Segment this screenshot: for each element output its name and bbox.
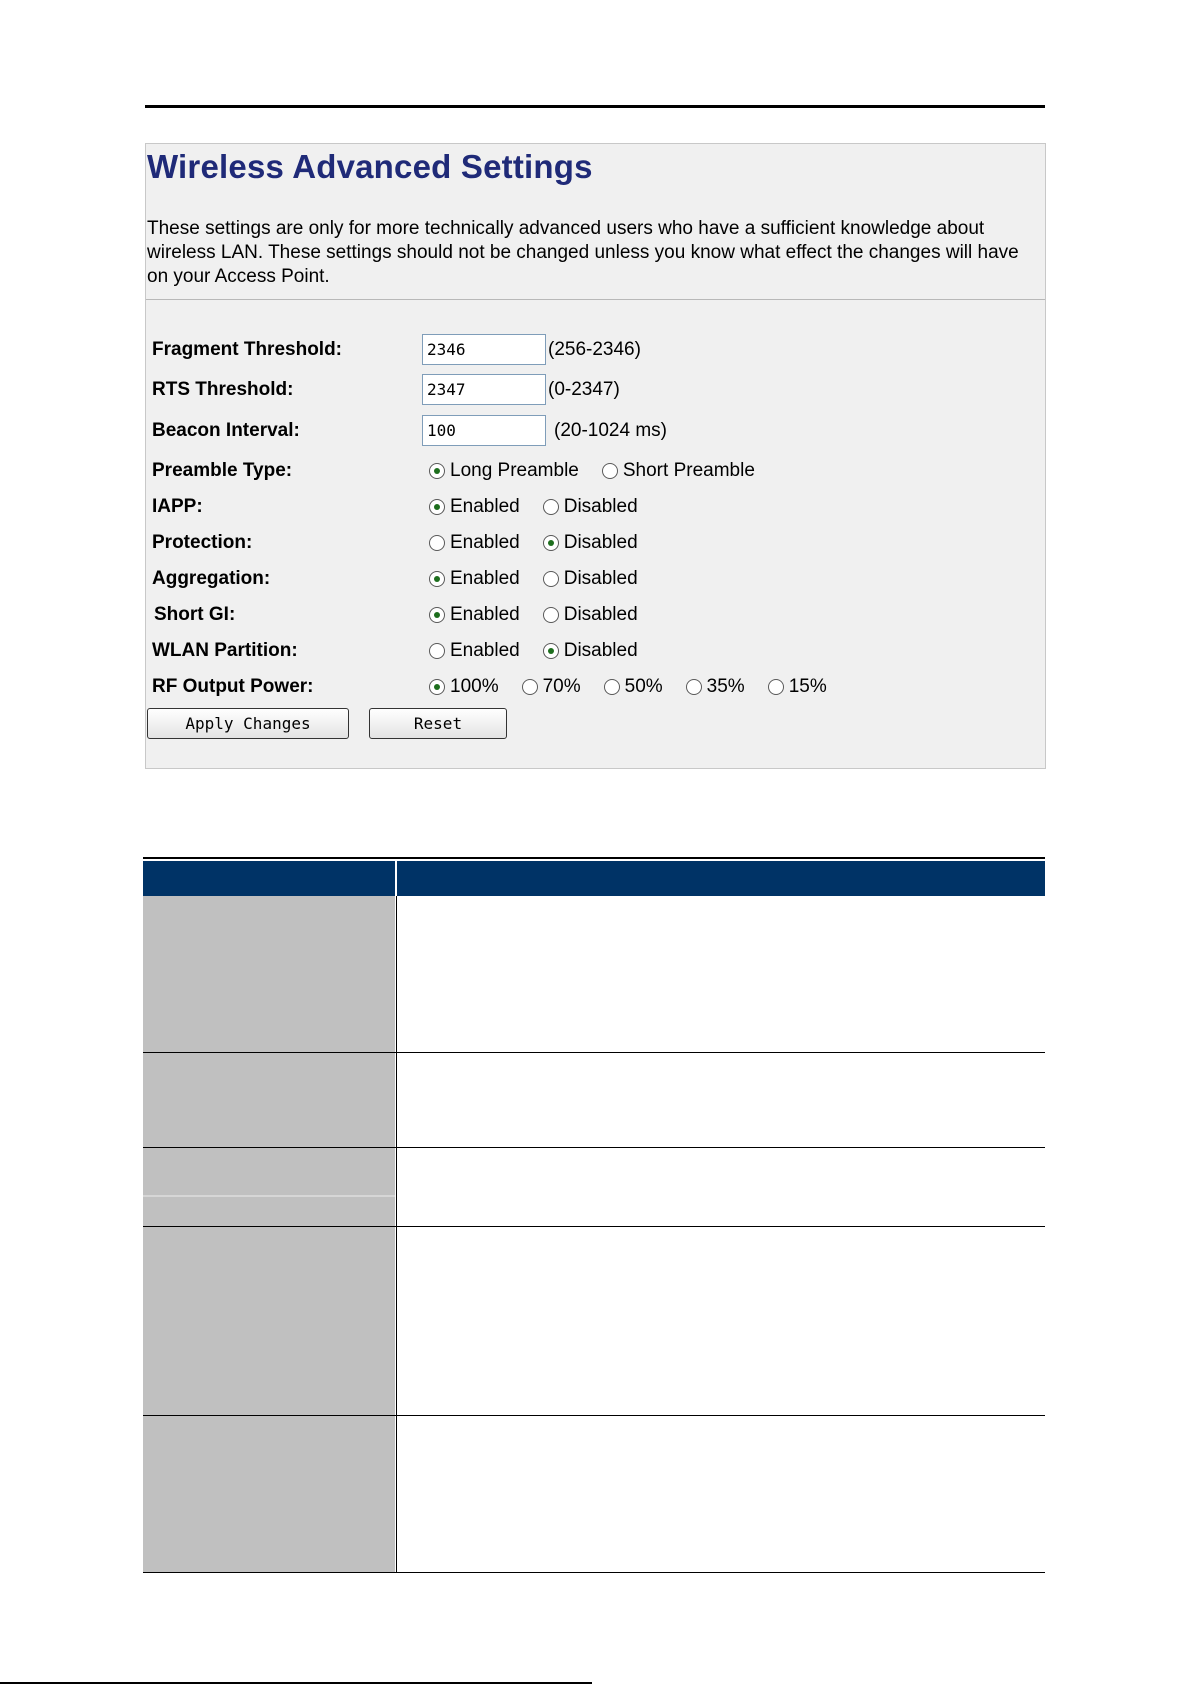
- radio-button-short-gi-disabled[interactable]: [543, 607, 559, 623]
- radio-label-rf-power-50: 50%: [624, 676, 663, 697]
- radio-button-rf-power-35[interactable]: [686, 679, 702, 695]
- protection-label: Protection:: [152, 532, 253, 553]
- radio-button-short-preamble[interactable]: [602, 463, 618, 479]
- fragment-threshold-label: Fragment Threshold:: [152, 339, 343, 360]
- radio-label-aggregation-enabled: Enabled: [450, 568, 520, 589]
- preamble-type-label: Preamble Type:: [152, 460, 293, 481]
- rts-threshold-label: RTS Threshold:: [152, 379, 294, 400]
- radio-button-iapp-enabled[interactable]: [429, 499, 445, 515]
- radio-rf-power-15[interactable]: [768, 671, 827, 703]
- aggregation-label: Aggregation:: [152, 568, 271, 589]
- table-cell-divider: [143, 1195, 395, 1197]
- table-cell-description: [396, 1416, 1045, 1573]
- radio-rf-power-35[interactable]: [686, 671, 745, 703]
- beacon-interval-input[interactable]: [422, 415, 546, 446]
- radio-label-iapp-disabled: Disabled: [563, 496, 638, 517]
- rts-threshold-input[interactable]: [422, 374, 546, 405]
- radio-rf-power-50[interactable]: [604, 671, 663, 703]
- short-gi-label: Short GI:: [154, 604, 236, 625]
- apply-changes-button[interactable]: Apply Changes: [147, 708, 349, 739]
- fragment-threshold-row: [146, 334, 1045, 366]
- fragment-threshold-hint: (256-2346): [548, 339, 641, 360]
- radio-label-rf-power-35: 35%: [706, 676, 745, 697]
- wlan-partition-radio-group: [429, 635, 638, 667]
- table-cell-object: [143, 1416, 395, 1573]
- rts-threshold-hint: (0-2347): [548, 379, 620, 400]
- protection-radio-group: [429, 527, 638, 559]
- radio-button-rf-power-50[interactable]: [604, 679, 620, 695]
- radio-iapp-enabled[interactable]: [429, 491, 520, 523]
- aggregation-row: [146, 563, 1045, 595]
- form-actions: [146, 708, 1045, 740]
- radio-button-protection-disabled[interactable]: [543, 535, 559, 551]
- radio-short-gi-disabled[interactable]: [543, 599, 638, 631]
- radio-label-protection-disabled: Disabled: [563, 532, 638, 553]
- table-header-row: [143, 861, 1045, 896]
- radio-button-iapp-disabled[interactable]: [543, 499, 559, 515]
- radio-short-gi-enabled[interactable]: [429, 599, 520, 631]
- radio-label-iapp-enabled: Enabled: [450, 496, 520, 517]
- iapp-radio-group: [429, 491, 638, 523]
- radio-button-rf-power-70[interactable]: [522, 679, 538, 695]
- radio-label-rf-power-15: 15%: [788, 676, 827, 697]
- table-row-rule: [143, 1572, 1045, 1573]
- radio-short-preamble[interactable]: [602, 455, 755, 487]
- panel-divider: [146, 299, 1045, 300]
- beacon-interval-label: Beacon Interval:: [152, 420, 300, 441]
- table-row: [143, 896, 1045, 1053]
- reset-button[interactable]: Reset: [369, 708, 507, 739]
- rf-output-power-radio-group: [429, 671, 827, 703]
- page-footer-rule: [0, 1682, 592, 1684]
- table-cell-object: [143, 896, 395, 1053]
- radio-rf-power-100[interactable]: [429, 671, 499, 703]
- radio-label-long-preamble: Long Preamble: [450, 460, 579, 481]
- table-cell-description: [396, 1227, 1045, 1416]
- table-row: [143, 1227, 1045, 1416]
- radio-button-long-preamble[interactable]: [429, 463, 445, 479]
- radio-protection-enabled[interactable]: [429, 527, 520, 559]
- protection-row: [146, 527, 1045, 559]
- preamble-type-row: [146, 455, 1045, 487]
- table-cell-description: [396, 1053, 1045, 1148]
- radio-button-wlan-partition-disabled[interactable]: [543, 643, 559, 659]
- wireless-advanced-settings-panel: [145, 143, 1046, 769]
- radio-aggregation-disabled[interactable]: [543, 563, 638, 595]
- rf-output-power-label: RF Output Power:: [152, 676, 314, 697]
- radio-button-rf-power-100[interactable]: [429, 679, 445, 695]
- table-cell-description: [396, 896, 1045, 1053]
- iapp-label: IAPP:: [152, 496, 203, 517]
- radio-label-wlan-partition-enabled: Enabled: [450, 640, 520, 661]
- radio-button-aggregation-enabled[interactable]: [429, 571, 445, 587]
- radio-aggregation-enabled[interactable]: [429, 563, 520, 595]
- iapp-row: [146, 491, 1045, 523]
- wlan-partition-label: WLAN Partition:: [152, 640, 298, 661]
- short-gi-radio-group: [429, 599, 638, 631]
- table-header-divider: [395, 861, 397, 896]
- wlan-partition-row: [146, 635, 1045, 667]
- short-gi-row: [146, 599, 1045, 631]
- table-cell-object: [143, 1148, 395, 1227]
- radio-label-short-gi-enabled: Enabled: [450, 604, 520, 625]
- radio-label-wlan-partition-disabled: Disabled: [563, 640, 638, 661]
- table-row: [143, 1416, 1045, 1573]
- fragment-threshold-input[interactable]: [422, 334, 546, 365]
- radio-button-protection-enabled[interactable]: [429, 535, 445, 551]
- radio-button-rf-power-15[interactable]: [768, 679, 784, 695]
- radio-wlan-partition-enabled[interactable]: [429, 635, 520, 667]
- radio-protection-disabled[interactable]: [543, 527, 638, 559]
- beacon-interval-hint: (20-1024 ms): [554, 420, 667, 441]
- table-row: [143, 1148, 1045, 1227]
- table-cell-object: [143, 1227, 395, 1416]
- radio-label-aggregation-disabled: Disabled: [563, 568, 638, 589]
- rf-output-power-row: [146, 671, 1045, 703]
- table-cell-description: [396, 1148, 1045, 1227]
- table-row: [143, 1053, 1045, 1148]
- page-top-rule: [145, 105, 1045, 108]
- radio-label-short-gi-disabled: Disabled: [563, 604, 638, 625]
- beacon-interval-row: [146, 415, 1045, 447]
- radio-label-rf-power-100: 100%: [450, 676, 499, 697]
- radio-button-aggregation-disabled[interactable]: [543, 571, 559, 587]
- table-cell-object: [143, 1053, 395, 1148]
- radio-label-short-preamble: Short Preamble: [622, 460, 755, 481]
- table-top-rule: [143, 857, 1045, 859]
- radio-rf-power-70[interactable]: [522, 671, 581, 703]
- preamble-type-radio-group: [429, 455, 755, 487]
- radio-wlan-partition-disabled[interactable]: [543, 635, 638, 667]
- page-description: These settings are only for more technically advanced users who have a sufficient knowledge about wireless LAN. These settings should not be changed unless you know what effect the changes will have on your Access Point.: [147, 218, 1019, 287]
- radio-long-preamble[interactable]: [429, 455, 579, 487]
- rts-threshold-row: [146, 374, 1045, 406]
- radio-label-rf-power-70: 70%: [542, 676, 581, 697]
- radio-iapp-disabled[interactable]: [543, 491, 638, 523]
- aggregation-radio-group: [429, 563, 638, 595]
- radio-label-protection-enabled: Enabled: [450, 532, 520, 553]
- radio-button-short-gi-enabled[interactable]: [429, 607, 445, 623]
- radio-button-wlan-partition-enabled[interactable]: [429, 643, 445, 659]
- page-title: Wireless Advanced Settings: [147, 148, 593, 185]
